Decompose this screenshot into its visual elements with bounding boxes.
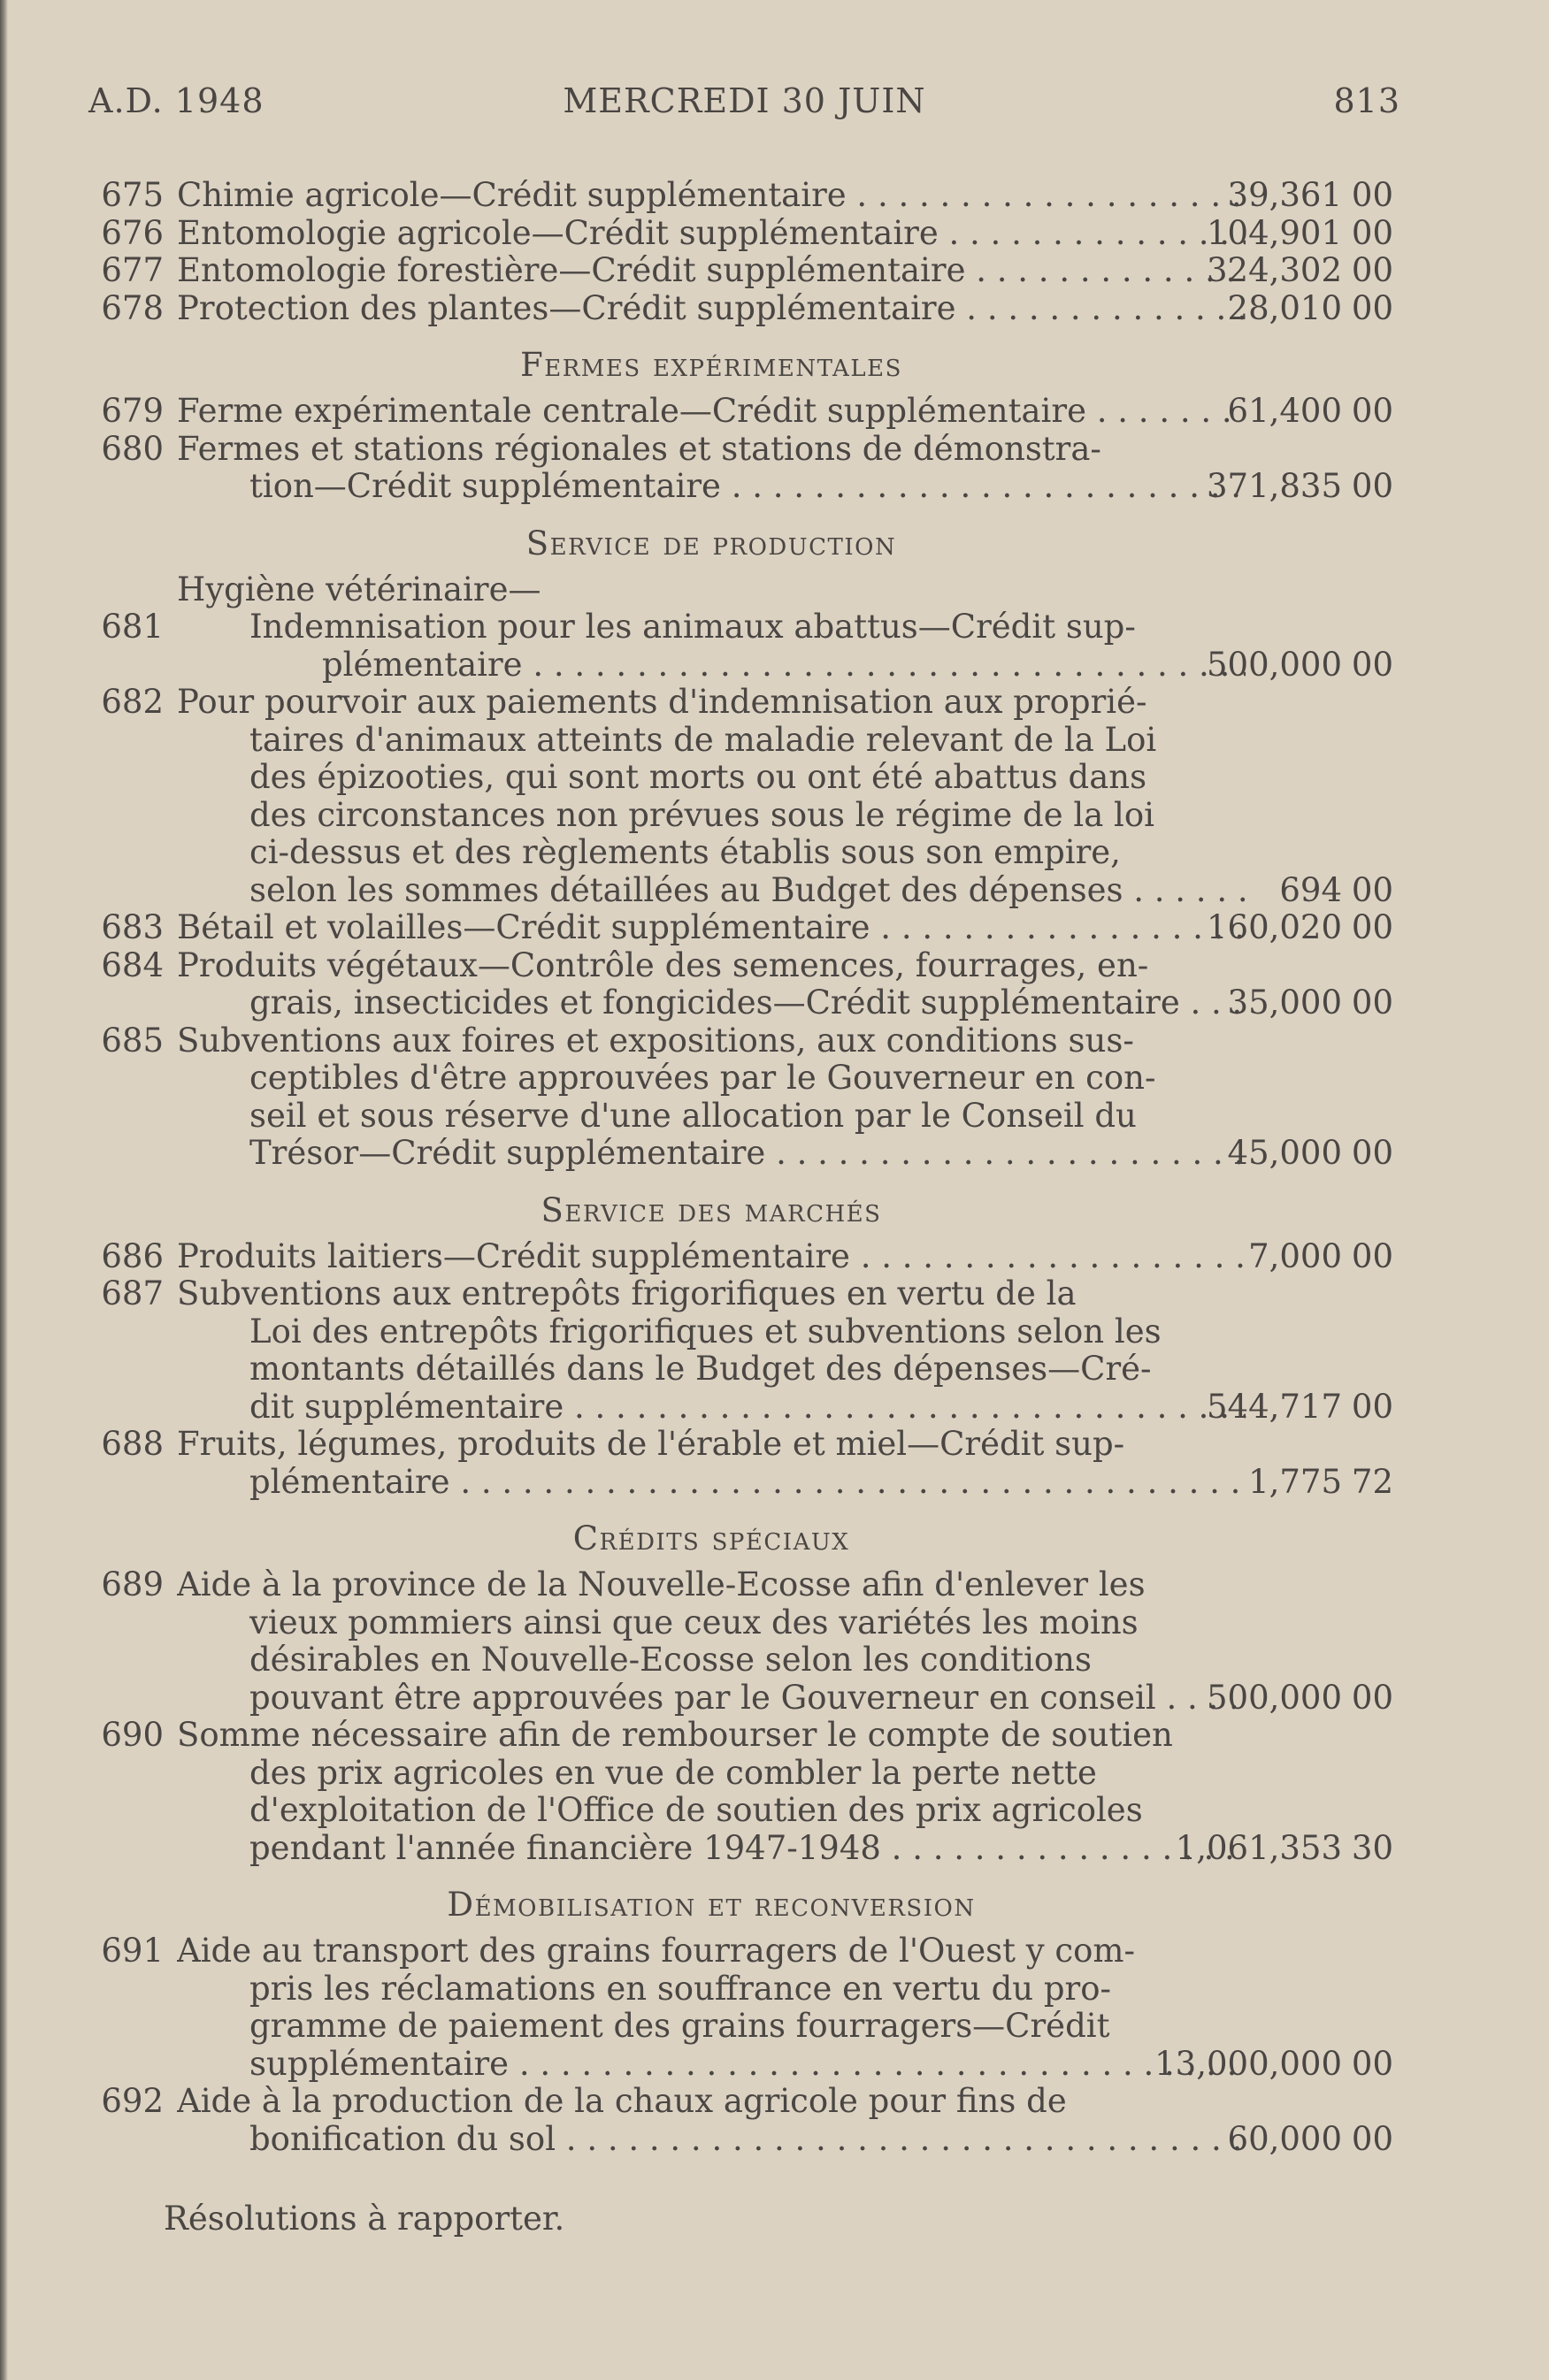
amount-cents: 30 [1351, 1828, 1393, 1867]
entry-description-line: bonification du sol . . . [177, 2121, 1246, 2159]
entry-description-line: des prix agricoles en vue de combler la perte nette [249, 1754, 1097, 1792]
appropriation-entry [97, 252, 1393, 290]
entry-description [177, 1932, 1246, 2083]
entry-description [177, 215, 1246, 253]
entry-number: 680 [101, 429, 164, 468]
entry-description [177, 1275, 1246, 1426]
appropriation-entry [97, 608, 1393, 684]
amount-dollars: 500,000 [1206, 1678, 1342, 1717]
footer-note: Résolutions à rapporter. [164, 2200, 565, 2238]
entry-description [177, 608, 1246, 684]
entry-number: 677 [101, 251, 164, 289]
amount-cents: 00 [1351, 176, 1393, 214]
entry-description-line: Aide à la province de la Nouvelle-Ecosse afin d'enlever les [177, 1566, 1146, 1603]
entry-amount [1207, 1680, 1393, 1718]
section-heading-fermes: Fermes expérimentales [520, 346, 902, 384]
entry-description [177, 909, 1246, 947]
appropriation-entry [97, 393, 1393, 431]
entry-description [177, 393, 1246, 431]
entry-amount [1207, 252, 1393, 290]
entry-group [97, 1932, 1393, 2158]
leader-dots [721, 468, 1246, 505]
amount-cents: 00 [1351, 467, 1393, 505]
entry-description-line: Produits laitiers—Crédit supplémentaire . . . [177, 1238, 1246, 1276]
entry-description-line: grais, insecticides et fongicides—Crédit supplémentaire . . . [177, 984, 1246, 1022]
entry-description [177, 1566, 1246, 1717]
amount-cents: 00 [1351, 1387, 1393, 1426]
entry-amount [1279, 872, 1393, 910]
entry-description-line: Entomologie agricole—Crédit supplémentaire . . . [177, 215, 1246, 253]
entry-number: 690 [101, 1716, 164, 1754]
amount-dollars: 694 [1279, 870, 1342, 909]
entry-number: 676 [101, 213, 164, 252]
appropriation-entry [97, 177, 1393, 215]
leader-dots [1123, 872, 1246, 909]
entry-amount [1248, 1238, 1393, 1276]
entry-amount [1207, 1389, 1393, 1427]
entry-number: 678 [101, 288, 164, 327]
amount-cents: 00 [1351, 1236, 1393, 1275]
entry-description [177, 1717, 1246, 1867]
amount-cents: 00 [1351, 288, 1393, 327]
appropriation-entry [97, 1275, 1393, 1426]
appropriation-entry [97, 947, 1393, 1022]
leader-dots [850, 1238, 1246, 1275]
entry-description-line: Aide à la production de la chaux agricole pour fins de [177, 2083, 1067, 2120]
entry-group [97, 1566, 1393, 1867]
entry-description [177, 2083, 1246, 2158]
amount-cents: 72 [1351, 1462, 1393, 1501]
leader-dots [523, 647, 1246, 684]
entry-description-line: Subventions aux entrepôts frigorifiques en vertu de la [177, 1275, 1077, 1312]
amount-cents: 00 [1351, 983, 1393, 1022]
entry-description-line: gramme de paiement des grains fourragers—Crédit [249, 2008, 1110, 2045]
appropriation-entry [97, 1717, 1393, 1867]
entry-description-line: Indemnisation pour les animaux abattus—Crédit sup- [249, 608, 1136, 646]
entry-description-line: Somme nécessaire afin de rembourser le compte de soutien [177, 1717, 1173, 1754]
entry-description-line: Fermes et stations régionales et stations de démonstra- [177, 430, 1101, 468]
entry-number: 686 [101, 1236, 164, 1275]
amount-dollars: 35,000 [1227, 983, 1342, 1022]
appropriation-entry [97, 431, 1393, 506]
entry-amount [1154, 2046, 1393, 2084]
entry-amount [1228, 2121, 1393, 2159]
leader-dots [509, 2046, 1246, 2083]
entry-description-line: plémentaire . . . [177, 647, 1246, 685]
entry-number: 684 [101, 945, 164, 984]
entry-description [177, 177, 1246, 215]
leader-dots [556, 2121, 1246, 2158]
entry-description-line: Ferme expérimentale centrale—Crédit supplémentaire . . . [177, 393, 1246, 431]
header-date: MERCREDI 30 JUIN [563, 81, 926, 120]
appropriation-entry [97, 1022, 1393, 1173]
entry-amount [1207, 909, 1393, 947]
entry-number: 681 [101, 608, 164, 646]
entry-description-line: vieux pommiers ainsi que ceux des variétés les moins [249, 1603, 1139, 1642]
entry-amount [1207, 215, 1393, 253]
page-header [88, 81, 1400, 124]
entry-amount [1207, 468, 1393, 506]
page-number: 813 [1333, 81, 1400, 120]
appropriation-entry [97, 215, 1393, 253]
amount-dollars: 160,020 [1206, 908, 1342, 946]
amount-cents: 00 [1351, 213, 1393, 252]
entry-description-line: désirables en Nouvelle-Ecosse selon les conditions [249, 1642, 1092, 1679]
entry-description [177, 290, 1246, 328]
amount-cents: 00 [1351, 645, 1393, 684]
leader-dots [870, 909, 1246, 946]
appropriation-entry [97, 909, 1393, 947]
entry-amount [1248, 1464, 1393, 1502]
amount-cents: 00 [1351, 2119, 1393, 2158]
appropriation-entry [97, 1426, 1393, 1501]
entry-description-line: montants détaillés dans le Budget des dépenses—Cré- [249, 1351, 1152, 1388]
entry-description-line: tion—Crédit supplémentaire . . . [177, 468, 1246, 506]
page-binding-edge [0, 0, 8, 2380]
entry-number: 683 [101, 908, 164, 946]
entry-description [177, 684, 1246, 909]
appropriation-entry [97, 2083, 1393, 2158]
entry-description-line: dit supplémentaire . . . [177, 1389, 1246, 1427]
amount-cents: 00 [1351, 908, 1393, 946]
entry-number: 692 [101, 2082, 164, 2120]
amount-dollars: 371,835 [1206, 467, 1342, 505]
amount-dollars: 500,000 [1206, 645, 1342, 684]
entry-description-line: selon les sommes détaillées au Budget des dépenses . . . [177, 872, 1246, 910]
entry-amount [1228, 984, 1393, 1022]
entry-description-line: des épizooties, qui sont morts ou ont été abattus dans [249, 759, 1147, 796]
entry-description-line: Bétail et volailles—Crédit supplémentaire . . . [177, 909, 1246, 947]
entry-description [177, 252, 1246, 290]
entry-description-line: Subventions aux foires et expositions, aux conditions sus- [177, 1022, 1134, 1060]
entry-description-line: d'exploitation de l'Office de soutien des prix agricoles [249, 1792, 1143, 1829]
entry-description-line: ceptibles d'être approuvées par le Gouverneur en con- [249, 1060, 1156, 1097]
amount-cents: 00 [1351, 2044, 1393, 2083]
leader-dots [1086, 393, 1246, 430]
entry-description-line: Fruits, légumes, produits de l'érable et miel—Crédit sup- [177, 1426, 1125, 1463]
amount-dollars: 324,302 [1206, 251, 1342, 289]
entry-description [177, 1426, 1246, 1501]
entry-description-line: pris les réclamations en souffrance en vertu du pro- [249, 1970, 1112, 2008]
entry-number: 689 [101, 1565, 164, 1603]
appropriation-entry [97, 684, 1393, 909]
leader-dots [450, 1464, 1246, 1501]
entry-description-line: Trésor—Crédit supplémentaire . . . [177, 1135, 1246, 1173]
entry-group [97, 608, 1393, 1173]
amount-cents: 00 [1351, 1134, 1393, 1172]
entry-description [177, 431, 1246, 506]
entry-description-line: pendant l'année financière 1947-1948 . . . [177, 1830, 1246, 1868]
appropriation-entry [97, 290, 1393, 328]
appropriations-list [97, 177, 1393, 2238]
sub-heading-hygiene: Hygiène vétérinaire— [177, 570, 541, 608]
entry-group [97, 177, 1393, 327]
amount-cents: 00 [1351, 251, 1393, 289]
appropriation-entry [97, 1932, 1393, 2083]
leader-dots [847, 177, 1246, 214]
entry-group [97, 393, 1393, 506]
entry-number: 691 [101, 1932, 164, 1970]
header-year: A.D. 1948 [88, 81, 265, 120]
entry-amount [1228, 1135, 1393, 1173]
entry-number: 675 [101, 176, 164, 214]
amount-cents: 00 [1351, 1678, 1393, 1717]
entry-amount [1228, 393, 1393, 431]
amount-cents: 00 [1351, 870, 1393, 909]
leader-dots [956, 290, 1246, 327]
amount-dollars: 7,000 [1248, 1236, 1342, 1275]
amount-cents: 00 [1351, 392, 1393, 430]
entry-description-line: Chimie agricole—Crédit supplémentaire . . . [177, 177, 1246, 215]
entry-description-line: Aide au transport des grains fourragers de l'Ouest y com- [177, 1932, 1135, 1970]
entry-description [177, 1022, 1246, 1173]
amount-dollars: 104,901 [1206, 213, 1342, 252]
entry-description-line: taires d'animaux atteints de maladie relevant de la Loi [249, 721, 1157, 759]
entry-description-line: plémentaire . . . [177, 1464, 1246, 1502]
amount-dollars: 60,000 [1227, 2119, 1342, 2158]
section-heading-production: Service de production [525, 524, 897, 562]
appropriation-entry [97, 1566, 1393, 1717]
section-heading-marches: Service des marchés [541, 1190, 882, 1229]
entry-description-line: ci-dessus et des règlements établis sous son empire, [249, 834, 1121, 871]
entry-description-line: des circonstances non prévues sous le régime de la loi [249, 796, 1154, 834]
entry-description-line: seil et sous réserve d'une allocation par le Conseil du [249, 1097, 1137, 1135]
amount-dollars: 61,400 [1227, 392, 1342, 430]
entry-amount [1176, 1830, 1393, 1868]
amount-dollars: 1,061,353 [1175, 1828, 1342, 1867]
entry-group [97, 1238, 1393, 1502]
leader-dots [765, 1135, 1246, 1172]
section-heading-demobilisation: Démobilisation et reconversion [447, 1886, 976, 1924]
entry-number: 679 [101, 392, 164, 430]
entry-amount [1228, 177, 1393, 215]
entry-description-line: Produits végétaux—Contrôle des semences, fourrages, en- [177, 946, 1149, 984]
leader-dots [564, 1389, 1246, 1426]
entry-description-line: pouvant être approuvées par le Gouverneur en conseil . . . [177, 1680, 1246, 1718]
entry-amount [1228, 290, 1393, 328]
entry-description-line: Loi des entrepôts frigorifiques et subventions selon les [249, 1312, 1162, 1351]
amount-dollars: 1,775 [1248, 1462, 1342, 1501]
entry-number: 685 [101, 1021, 164, 1060]
entry-description-line: Entomologie forestière—Crédit supplémentaire . . . [177, 252, 1246, 290]
leader-dots [939, 215, 1246, 252]
entry-description [177, 947, 1246, 1022]
entry-number: 687 [101, 1274, 164, 1312]
amount-dollars: 28,010 [1227, 288, 1342, 327]
amount-dollars: 39,361 [1227, 176, 1342, 214]
entry-description-line: Pour pourvoir aux paiements d'indemnisation aux proprié- [177, 684, 1147, 721]
entry-description [177, 1238, 1246, 1276]
section-heading-credits: Crédits spéciaux [572, 1519, 850, 1557]
appropriation-entry [97, 1238, 1393, 1276]
amount-dollars: 13,000,000 [1154, 2044, 1342, 2083]
leader-dots [965, 252, 1246, 289]
amount-dollars: 544,717 [1206, 1387, 1342, 1426]
entry-amount [1207, 647, 1393, 685]
entry-description-line: Protection des plantes—Crédit supplémentaire . . . [177, 290, 1246, 328]
entry-number: 682 [101, 683, 164, 721]
entry-description-line: supplémentaire . . . [177, 2046, 1246, 2084]
entry-number: 688 [101, 1425, 164, 1463]
amount-dollars: 45,000 [1227, 1134, 1342, 1172]
